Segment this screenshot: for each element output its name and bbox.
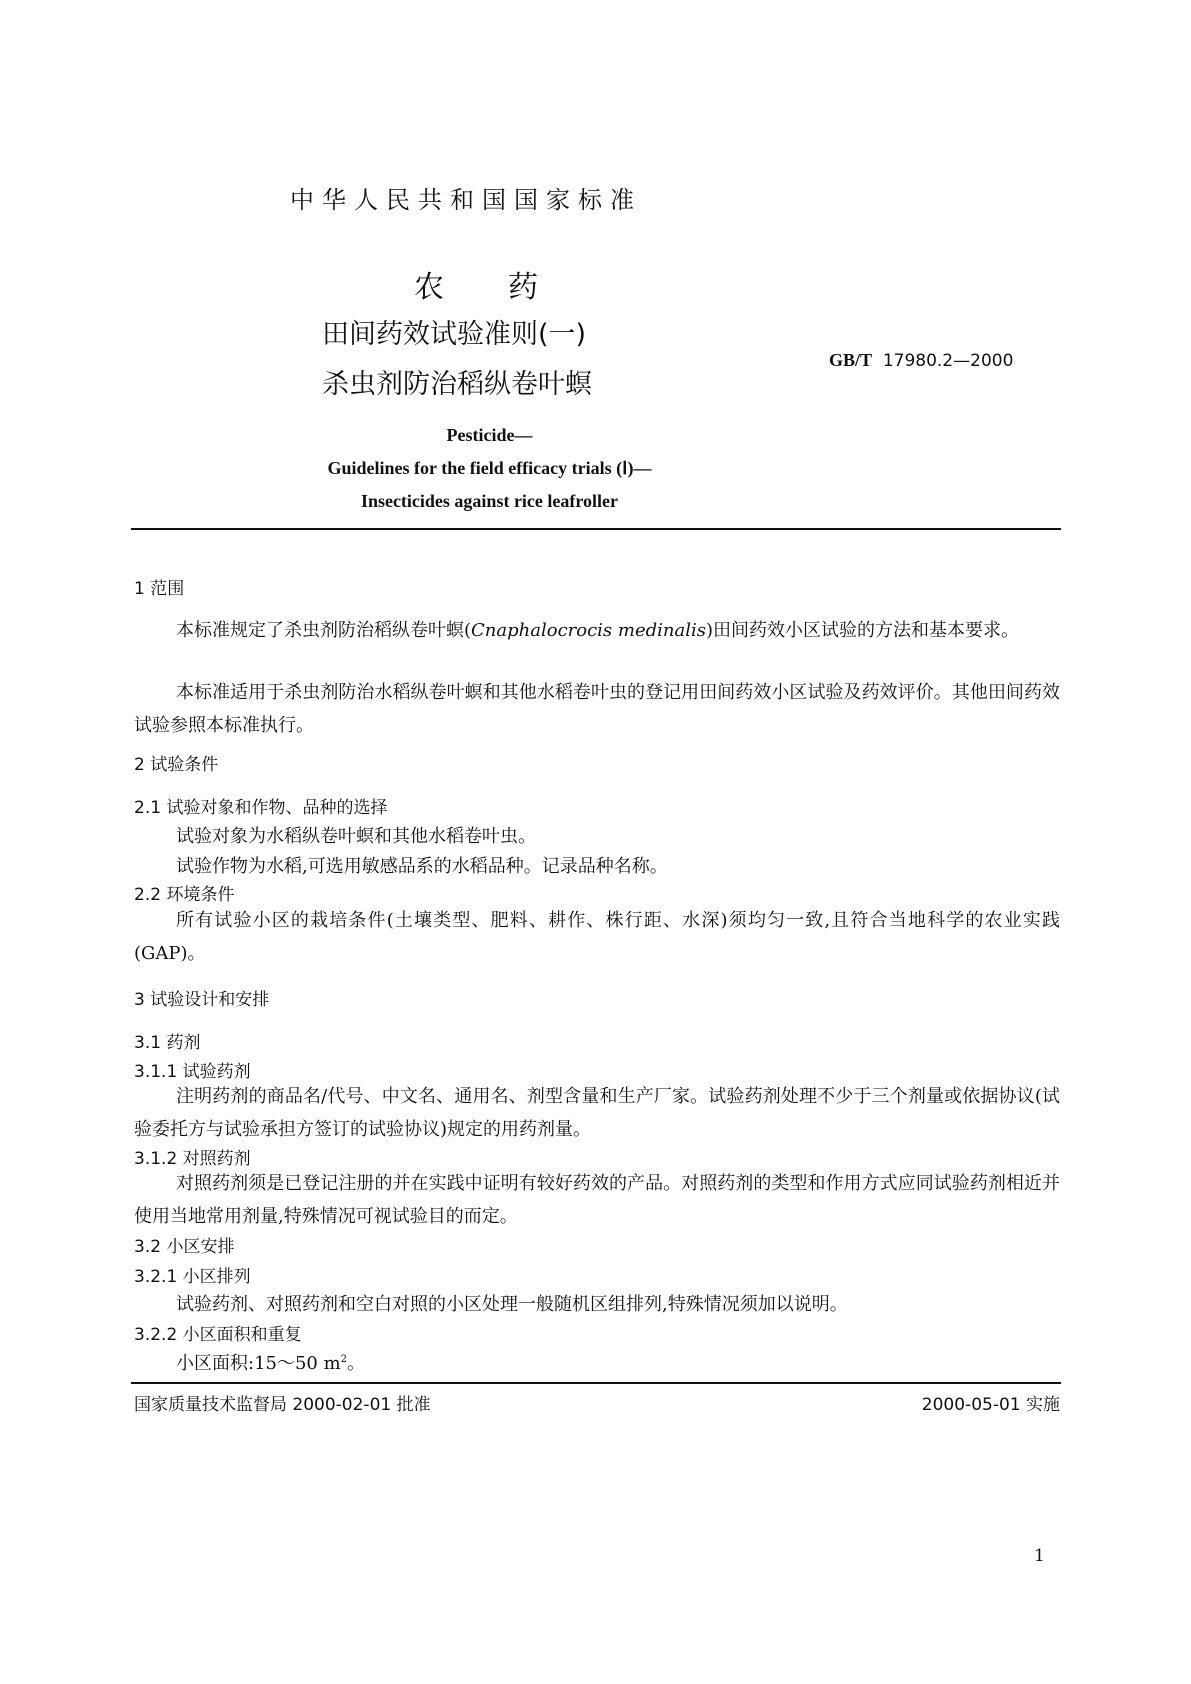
section-2-1-paragraph-1: 试验对象为水稻纵卷叶螟和其他水稻卷叶虫。 — [176, 826, 536, 847]
section-3-1-2-paragraph: 对照药剂须是已登记注册的并在实践中证明有较好药效的产品。对照药剂的类型和作用方式应同试验药剂相近并使用当地常用剂量,特殊情况可视试验目的而定。 — [134, 1173, 1060, 1227]
plot-area-text: 小区面积:15～50 m — [176, 1353, 341, 1374]
english-title-line-3: Insecticides against rice leafroller — [360, 491, 619, 511]
plot-area-period: 。 — [347, 1353, 366, 1374]
section-3-2-1-paragraph: 试验药剂、对照药剂和空白对照的小区处理一般随机区组排列,特殊情况须加以说明。 — [176, 1294, 848, 1315]
section-3-2-heading: 3.2 小区安排 — [134, 1237, 235, 1257]
title-line-3: 杀虫剂防治稻纵卷叶螟 — [322, 369, 592, 400]
english-title-line-1: Pesticide— — [446, 425, 533, 445]
title-line-2: 田间药效试验准则(一) — [322, 319, 587, 350]
page-number: 1 — [1034, 1546, 1045, 1566]
section-3-heading: 3 试验设计和安排 — [134, 990, 270, 1010]
section-1-heading: 1 范围 — [134, 579, 185, 599]
s1-p1-text-a: 本标准规定了杀虫剂防治稻纵卷叶螟( — [176, 620, 472, 641]
square-superscript: 2 — [340, 1354, 348, 1365]
species-latin-name: Cnaphalocrocis medinalis — [471, 620, 706, 641]
title-line-1 — [414, 262, 538, 306]
approval-note: 国家质量技术监督局 2000-02-01 批准 — [134, 1395, 431, 1415]
standard-code-number: 17980.2—2000 — [882, 351, 1014, 371]
section-2-1-paragraph-2: 试验作物为水稻,可选用敏感品系的水稻品种。记录品种名称。 — [176, 856, 668, 877]
section-3-1-1-paragraph: 注明药剂的商品名/代号、中文名、通用名、剂型含量和生产厂家。试验药剂处理不少于三个剂量或依据协议(试验委托方与试验承担方签订的试验协议)规定的用药剂量。 — [134, 1086, 1060, 1140]
title-word-2: 药 — [508, 270, 538, 305]
title-word-1: 农 — [414, 270, 444, 305]
section-1-paragraph-1 — [134, 614, 1060, 647]
standard-code-prefix: GB/T — [829, 350, 873, 370]
section-3-2-1-heading: 3.2.1 小区排列 — [134, 1267, 251, 1287]
section-1-paragraph-2: 本标准适用于杀虫剂防治水稻纵卷叶螟和其他水稻卷叶虫的登记用田间药效小区试验及药效评价。其他田间药效试验参照本标准执行。 — [134, 682, 1060, 736]
section-2-2-heading: 2.2 环境条件 — [134, 885, 235, 905]
section-3-2-2-heading: 3.2.2 小区面积和重复 — [134, 1325, 302, 1345]
section-2-heading: 2 试验条件 — [134, 755, 219, 775]
standard-code — [829, 350, 1013, 371]
section-3-1-2-heading: 3.1.2 对照药剂 — [134, 1149, 251, 1169]
standard-org-title: 中华人民共和国国家标准 — [290, 186, 642, 214]
section-3-2-2-paragraph — [176, 1349, 365, 1375]
section-3-1-1-heading: 3.1.1 试验药剂 — [134, 1062, 251, 1082]
english-title-line-2: Guidelines for the field efficacy trials (Ⅰ)— — [327, 458, 652, 478]
s1-p1-text-b: )田间药效小区试验的方法和基本要求。 — [705, 620, 1019, 641]
footer-divider — [131, 1382, 1061, 1384]
section-2-1-heading: 2.1 试验对象和作物、品种的选择 — [134, 798, 388, 818]
header-divider — [131, 528, 1061, 530]
implementation-note: 2000-05-01 实施 — [921, 1395, 1060, 1415]
section-3-1-heading: 3.1 药剂 — [134, 1033, 201, 1053]
section-2-2-paragraph: 所有试验小区的栽培条件(土壤类型、肥料、耕作、株行距、水深)须均匀一致,且符合当地科学的农业实践(GAP)。 — [134, 910, 1060, 964]
